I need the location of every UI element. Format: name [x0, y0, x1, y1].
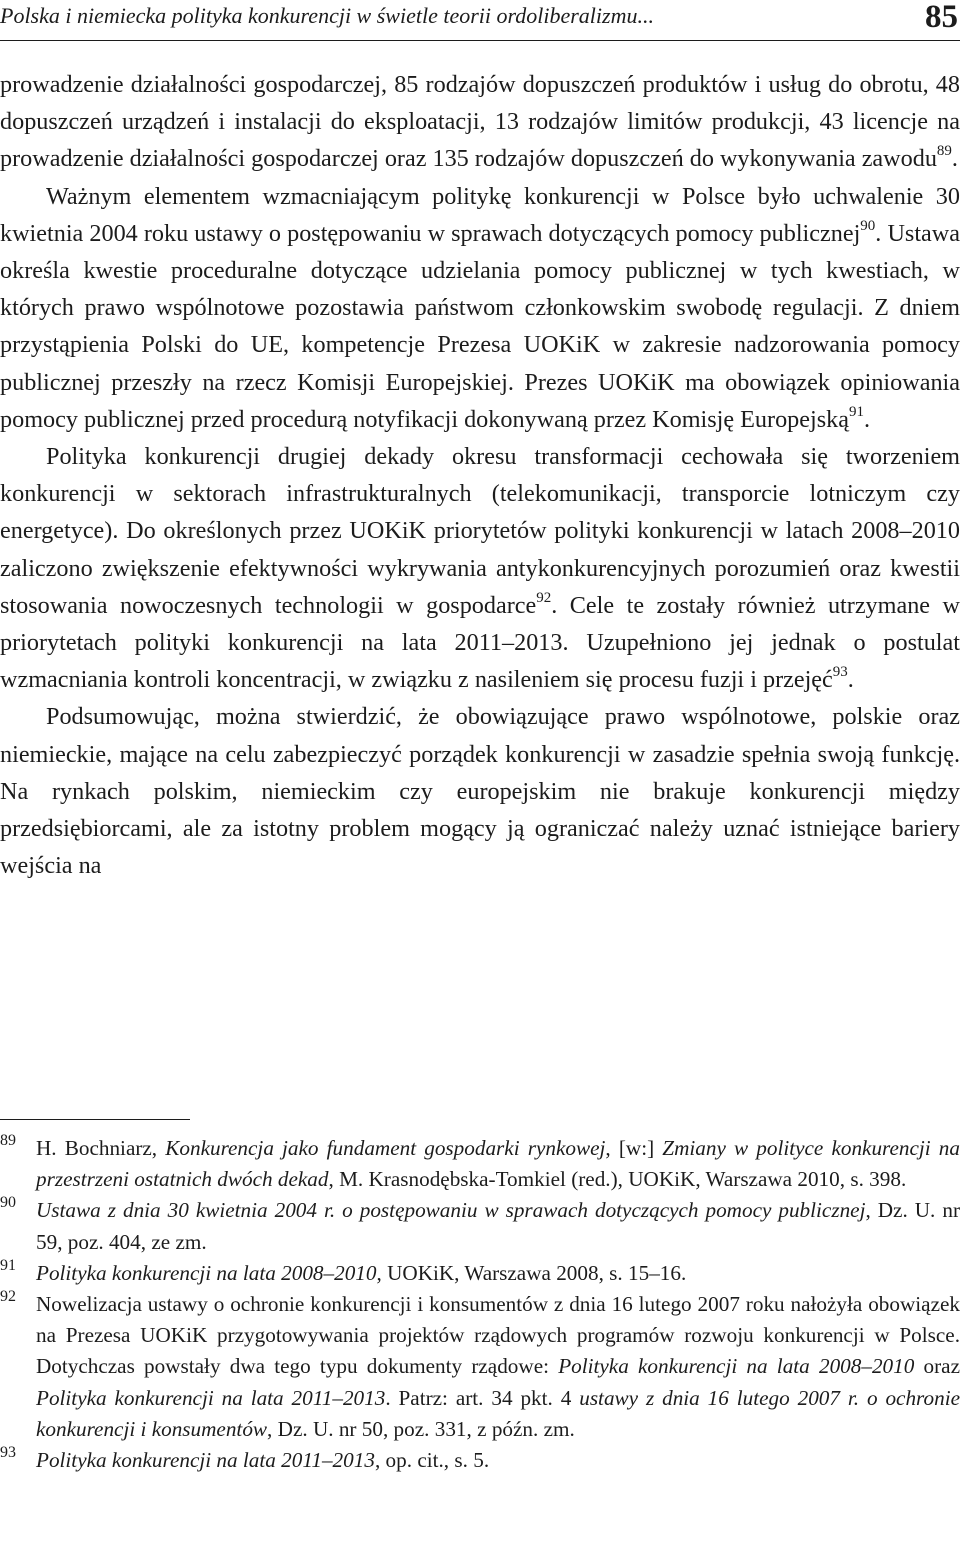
footnote-89	[0, 1133, 960, 1195]
footnote-text: , op. cit., s. 5.	[374, 1448, 490, 1473]
paragraph-2	[0, 178, 960, 438]
footnote-title: Zmiany w polityce konkurencji na przestrzeni ostatnich dwóch dekad	[36, 1136, 960, 1192]
footnote-text: , M. Krasnodębska-Tomkiel (red.), UOKiK, Warszawa 2010, s. 398.	[328, 1167, 907, 1192]
footnote-title: Polityka konkurencji na lata 2008–2010	[558, 1354, 915, 1379]
footnote-text: oraz	[914, 1354, 960, 1379]
paragraph-3	[0, 438, 960, 698]
paragraph-3-text-a: Polityka konkurencji drugiej dekady okresu transformacji cechowała się tworzeniem konkurencji w sektorach infrastrukturalnych (telekomunikacji, transporcie lotniczym czy energetyce). Do określonych przez UOKiK priorytetów polityki konkurencji w latach 2008–2010 zaliczono zwiększenie efektywności wykrywania antykonkurencyjnych porozumień oraz kwestii stosowania nowoczesnych technologii w gospodarce	[0, 443, 960, 619]
paragraph-1	[0, 66, 960, 178]
paragraph-2-text-a: Ważnym elementem wzmacniającym politykę konkurencji w Polsce było uchwalenie 30 kwietnia 2004 roku ustawy o postępowaniu w sprawach dotyczących pomocy publicznej	[0, 182, 960, 247]
footnote-ref-92[interactable]: 92	[536, 589, 552, 606]
paragraph-3-text-b: . Cele te zostały również utrzymane w priorytetach polityki konkurencji na lata 2011–2013. Uzupełniono jej jednak o postulat wzmacniania kontroli koncentracji, w związku z nasileniem się procesu fuzji i przejęć	[0, 591, 960, 694]
paragraph-4	[0, 698, 960, 884]
paragraph-1-text: prowadzenie działalności gospodarczej, 85 rodzajów dopuszczeń produktów i usług do obrotu, 48 dopuszczeń urządzeń i instalacji do eksploatacji, 13 rodzajów limitów produkcji, 43 licencje na prowadzenie działalności gospodarczej oraz 135 rodzajów dopuszczeń do wykonywania zawodu	[0, 71, 960, 173]
paragraph-1-end: .	[951, 145, 958, 173]
footnote-number: 92	[0, 1288, 16, 1306]
page-header	[0, 0, 960, 35]
footnote-90	[0, 1195, 960, 1257]
footnote-number: 93	[0, 1444, 16, 1462]
footnote-text: , Dz. U. nr 50, poz. 331, z późn. zm.	[267, 1416, 575, 1441]
footnotes	[0, 1133, 960, 1476]
footnote-number: 91	[0, 1256, 16, 1274]
footnote-text: . Patrz: art. 34 pkt. 4	[385, 1385, 580, 1410]
footnote-title: Polityka konkurencji na lata 2011–2013	[36, 1448, 375, 1473]
paragraph-2-end: .	[863, 405, 870, 433]
footnote-ref-90[interactable]: 90	[860, 217, 876, 234]
footnote-text: , Dz. U. nr 59, poz. 404, ze zm.	[36, 1198, 960, 1254]
footnote-title: Polityka konkurencji na lata 2011–2013	[36, 1385, 386, 1410]
footnote-separator	[0, 1119, 190, 1120]
footnote-92	[0, 1289, 960, 1445]
footnote-title: Ustawa z dnia 30 kwietnia 2004 r. o postępowaniu w sprawach dotyczących pomocy publicznej	[36, 1198, 866, 1223]
footnote-title: Konkurencja jako fundament gospodarki rynkowej	[165, 1136, 606, 1160]
paragraph-2-text-b: . Ustawa określa kwestie proceduralne dotyczące udzielania pomocy publicznej w tych kwestiach, w których prawo wspólnotowe pozostawia państwom członkowskim swobodę regulacji. Z dniem przystąpienia Polski do UE, kompetencje Prezesa UOKiK w zakresie nadzorowania pomocy publicznej przeszły na rzecz Komisji Europejskiej. Prezes UOKiK ma obowiązek opiniowania pomocy publicznej przed procedurą notyfikacji dokonywaną przez Komisję Europejską	[0, 219, 960, 433]
footnote-ref-89[interactable]: 89	[936, 143, 952, 160]
footnote-91	[0, 1258, 960, 1289]
footnote-ref-91[interactable]: 91	[848, 403, 864, 420]
running-title: Polska i niemiecka polityka konkurencji w świetle teorii ordoliberalizmu...	[0, 3, 654, 28]
footnote-number: 90	[0, 1194, 16, 1212]
footnote-text: H. Bochniarz,	[36, 1136, 166, 1160]
footnote-title: ustawy z dnia 16 lutego 2007 r. o ochronie konkurencji i konsumentów	[36, 1385, 960, 1441]
footnote-ref-93[interactable]: 93	[832, 664, 848, 681]
footnote-title: Polityka konkurencji na lata 2008–2010	[36, 1260, 377, 1285]
body-text	[0, 66, 960, 884]
footnote-text: , [w:]	[605, 1136, 663, 1160]
footnote-93	[0, 1445, 960, 1476]
paragraph-4-text: Podsumowując, można stwierdzić, że obowiązujące prawo wspólnotowe, polskie oraz niemieckie, mające na celu zabezpieczyć porządek konkurencji w zasadzie spełnia swoją funkcję. Na rynkach polskim, niemieckim czy europejskim nie brakuje konkurencji między przedsiębiorcami, ale za istotny problem mogący ją ograniczać należy uznać istniejące bariery wejścia na	[0, 703, 960, 880]
footnote-text: , UOKiK, Warszawa 2008, s. 15–16.	[376, 1260, 687, 1285]
footnote-number: 89	[0, 1132, 16, 1149]
paragraph-3-end: .	[847, 666, 854, 694]
page-number: 85	[925, 0, 958, 35]
header-rule	[0, 40, 960, 41]
footnote-text: Nowelizacja ustawy o ochronie konkurencji i konsumentów z dnia 16 lutego 2007 roku nałożyła obowiązek na Prezesa UOKiK przygotowywania projektów rządowych programów rozwoju konkurencji w Polsce. Dotychczas powstały dwa tego typu dokumenty rządowe:	[36, 1292, 960, 1379]
